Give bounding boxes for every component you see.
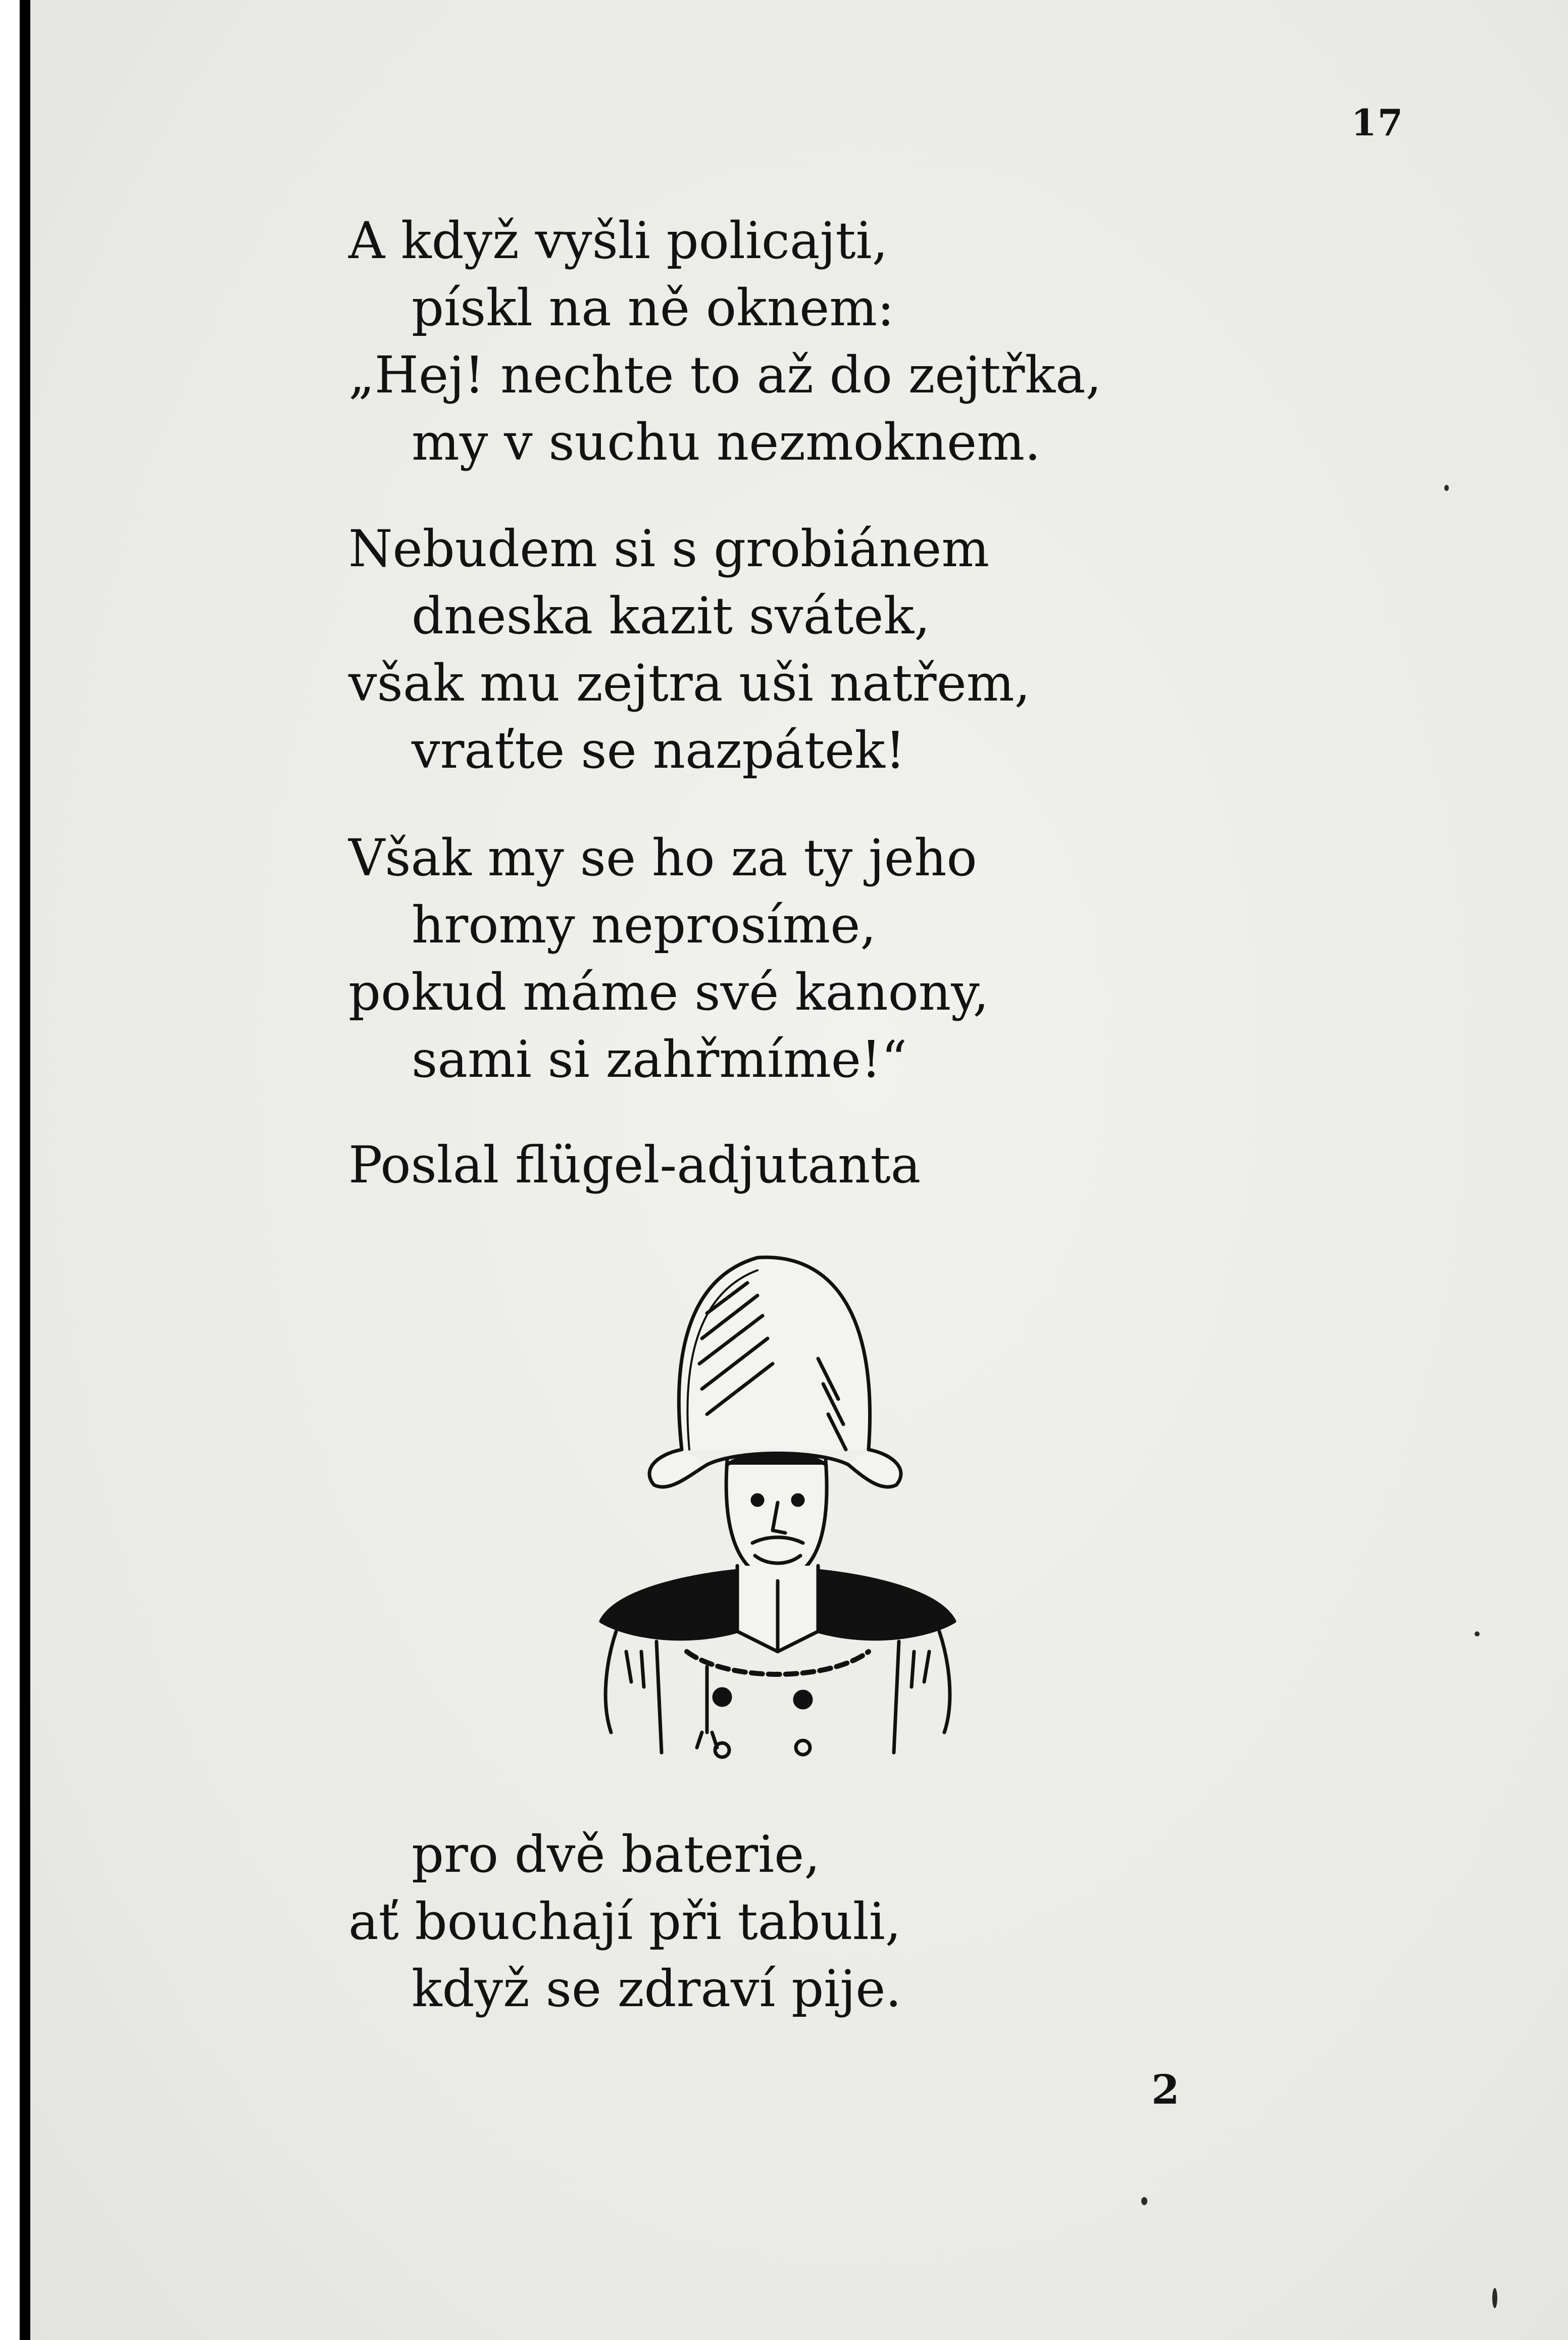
verse-line: dneska kazit svátek, [412,586,930,645]
verse-line: vraťte se nazpátek! [412,721,906,780]
scan-left-edge [0,0,30,2340]
verse-line: Poslal flügel-adjutanta [348,1135,921,1194]
stanza-2 [348,515,1207,784]
verse-line: Nebudem si s grobiánem [348,519,990,578]
verse-line: my v suchu nezmoknem. [412,413,1041,472]
verse-line: když se zdraví pije. [412,1959,902,2018]
scan-speck [1475,1631,1480,1636]
scan-speck [1141,2197,1147,2205]
scan-speck [1444,485,1449,491]
soldier-bicorne-illustration [555,1248,980,1768]
verse-line: ať bouchají při tabuli, [348,1892,901,1951]
verse-line: pro dvě baterie, [412,1825,821,1884]
page-number: 17 [1351,101,1404,144]
verse-line: pokud máme své kanony, [348,963,989,1022]
verse-line: hromy neprosíme, [412,895,877,955]
verse-line: pískl na ně oknem: [412,278,894,337]
verse-line: však mu zejtra uši natřem, [348,654,1031,713]
verse-line: Však my se ho za ty jeho [348,828,977,887]
stanza-1 [348,207,1207,476]
verse-line: sami si zahřmíme!“ [412,1030,907,1089]
stanza-3 [348,824,1207,1093]
printer-signature-mark: 2 [1151,2066,1180,2113]
verse-line: „Hej! nechte to až do zejtřka, [348,345,1102,405]
stanza-4 [348,1131,1207,1199]
verse-line: A když vyšli policajti, [348,211,888,270]
stanza-5 [348,1821,1207,2022]
scan-speck [1492,2288,1497,2308]
